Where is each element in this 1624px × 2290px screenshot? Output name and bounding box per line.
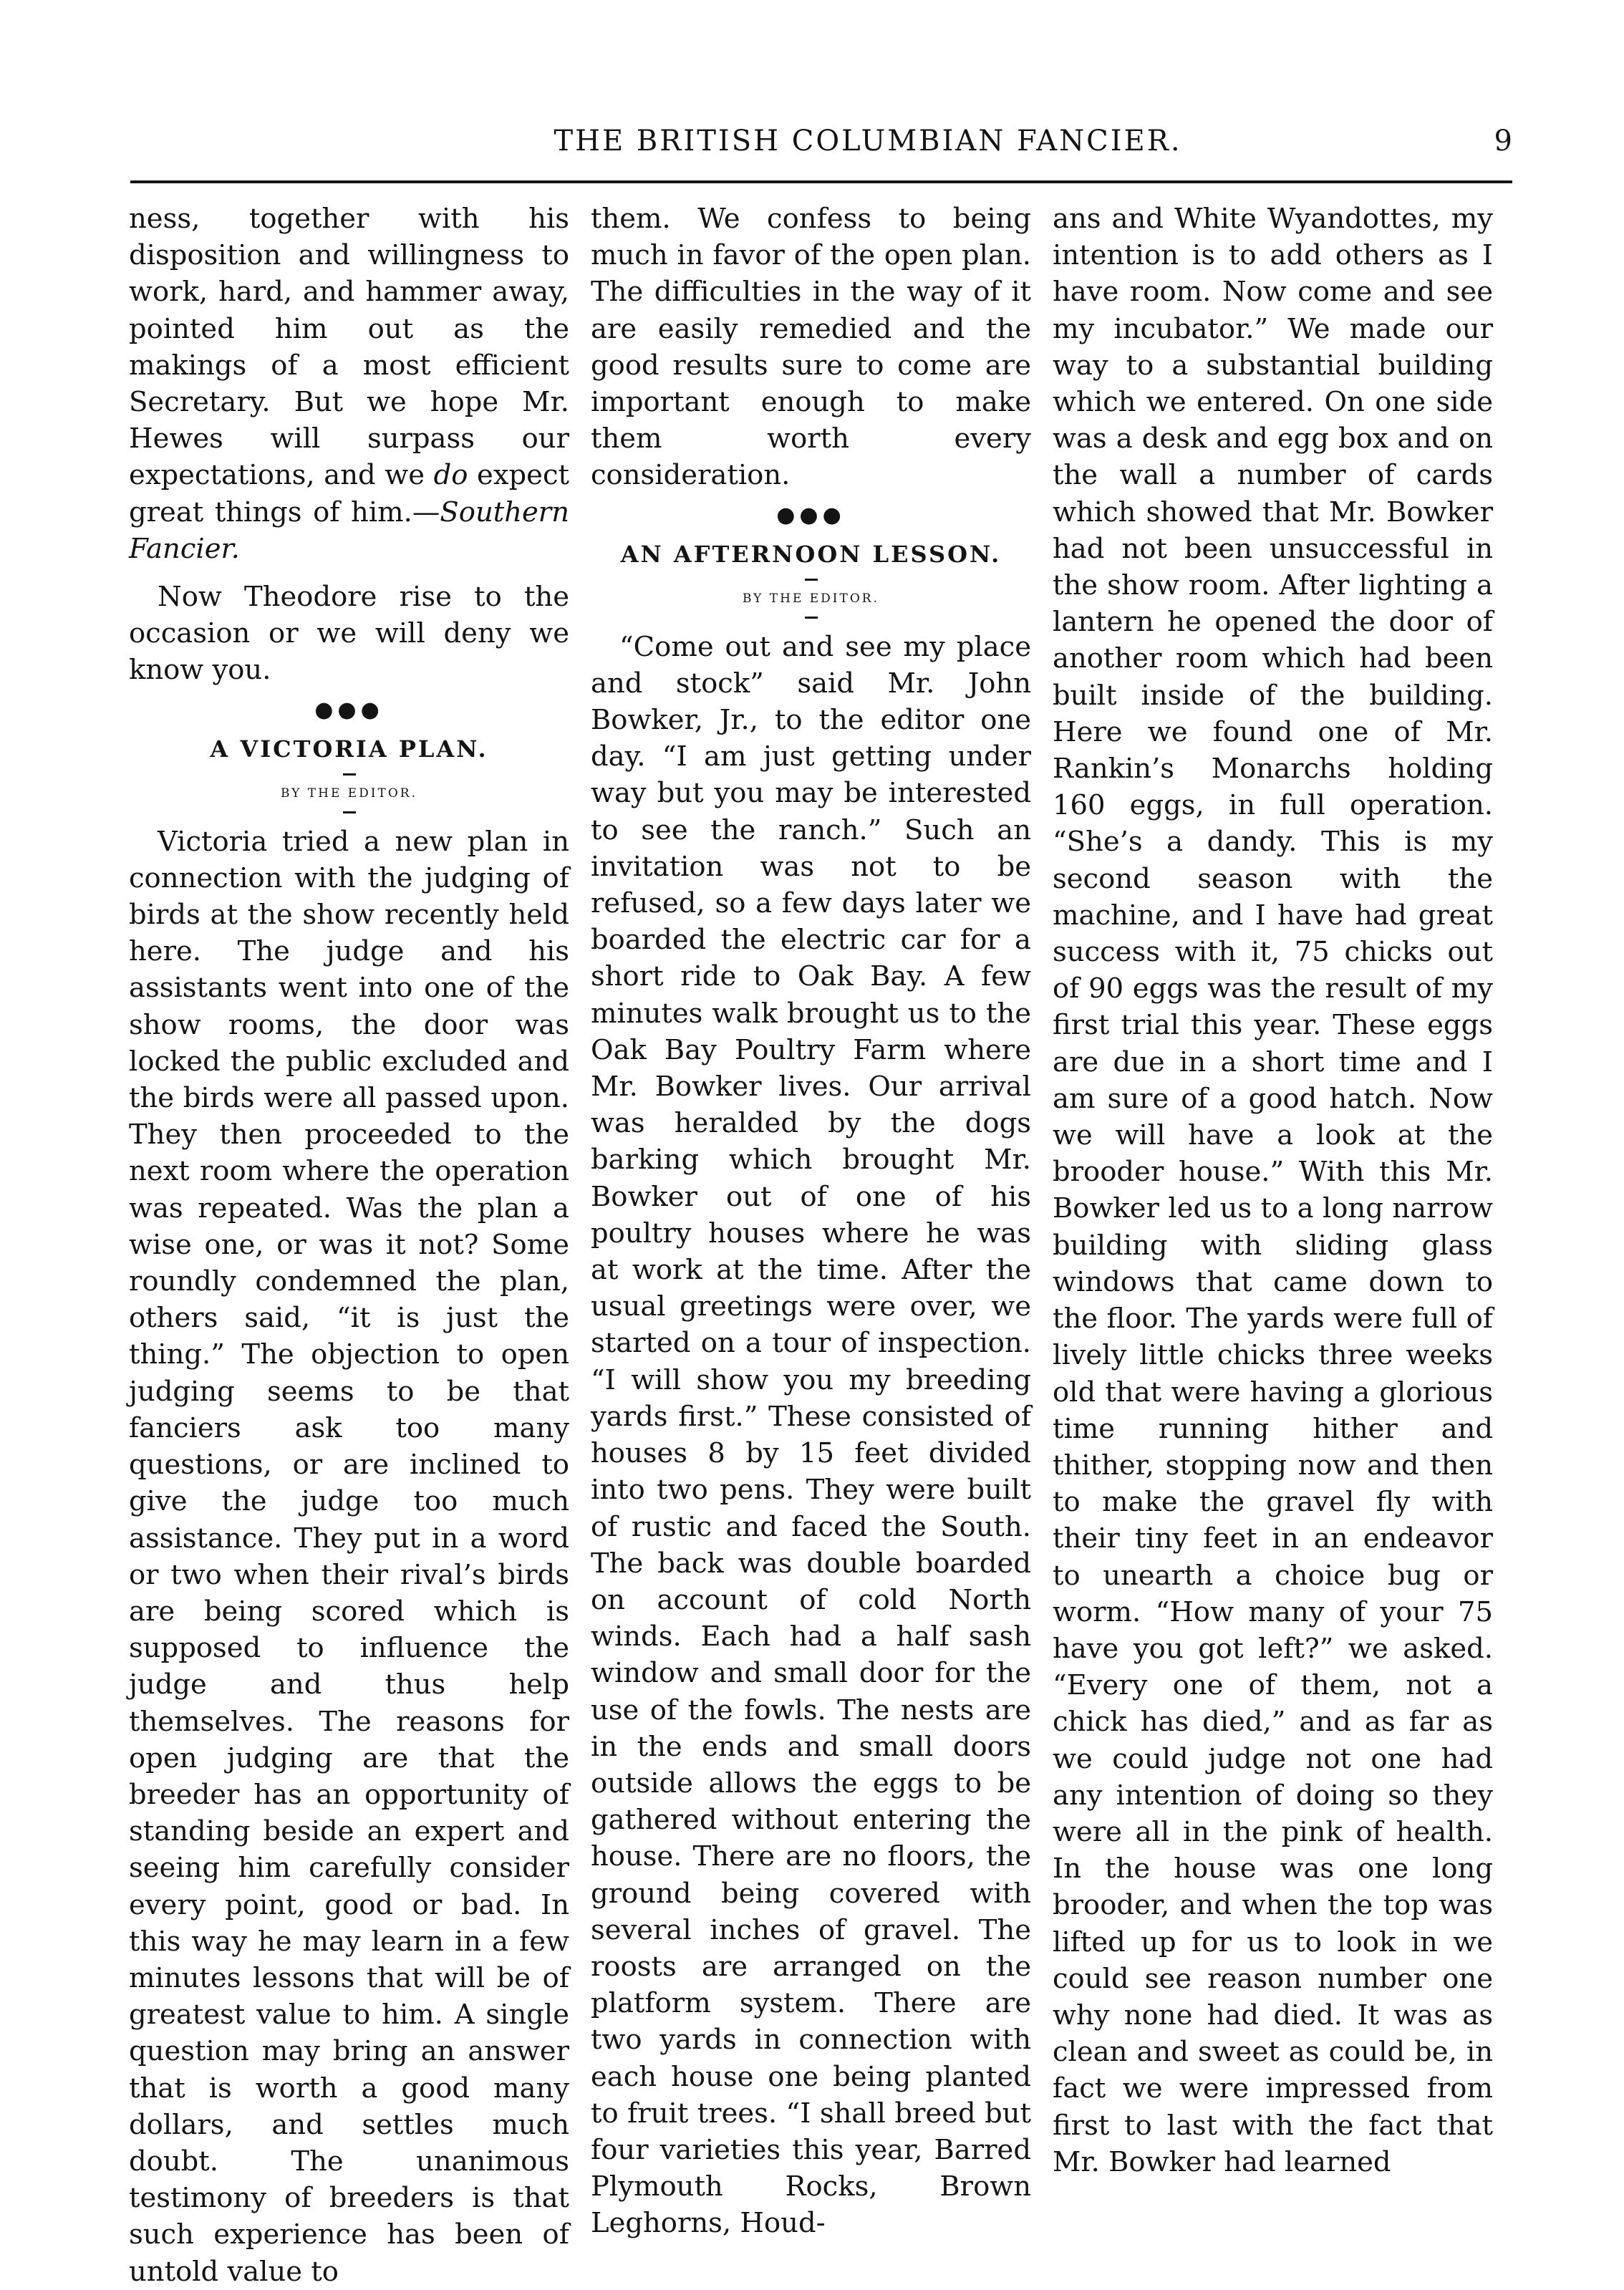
paragraph-continued [129, 201, 569, 567]
column-3 [1053, 201, 1493, 2180]
section-ornament: ●●● [776, 502, 846, 528]
paragraph-text: expect great things of him.— [129, 459, 569, 528]
header-rule [130, 180, 1512, 183]
page-header [130, 113, 1512, 169]
running-title: THE BRITISH COLUMBIAN FANCIER. [554, 125, 1182, 158]
paragraph: “Come out and see my place and stock” said Mr. John Bowker, Jr., to the editor one day. “I am just getting under way but you may be interested to see the ranch.” Such an invitation was not to be refused, so a few days later we boarded the electric car for a short ride to Oak Bay. A few minutes walk brought us to the Oak Bay Poultry Farm where Mr. Bowker lives. Our arrival was heralded by the dogs barking which brought Mr. Bowker out of one of his poultry houses where he was at work at the time. After the usual greetings were over, we started on a tour of inspection. “I will show you my breeding yards first.” These consisted of houses 8 by 15 feet divided into two pens. They were built of rustic and faced the South. The back was double boarded on account of cold North winds. Each had a half sash window and small door for the use of the fowls. The nests are in the ends and small doors outside allows the eggs to be gathered without entering the house. There are no floors, the ground being covered with several inches of gravel. The roosts are arranged on the platform system. There are two yards in connection with each house one being planted to fruit trees. “I shall breed but four varieties this year, Barred Plymouth Rocks, Brown Leghorns, Houd- [591, 630, 1031, 2240]
column-2 [591, 201, 1031, 2242]
emphasis-text: do [433, 459, 468, 492]
paragraph: Now Theodore rise to the occasion or we will deny we know you. [129, 581, 569, 687]
paragraph: Victoria tried a new plan in connection with the judging of birds at the show recently held here. The judge and his assistants went into one of the show rooms, the door was locked the public excluded and the birds were all passed upon. They then proceeded to the next room where the operation was repeated. Was the plan a wise one, or was it not? Some roundly condemned the plan, others said, “it is just the thing.” The objection to open judging seems to be that fanciers ask too many questions, or are inclined to give the judge too much assistance. They put in a word or two when their rival’s birds are being scored which is supposed to influence the judge and thus help themselves. The reasons for open judging are that the breeder has an opportunity of standing beside an expert and seeing him carefully consider every point, good or bad. In this way he may learn in a few minutes lessons that will be of greatest value to him. A single question may bring an answer that is worth a good many dollars, and settles much doubt. The unanimous testimony of breeders is that such experience has been of untold value to [129, 825, 569, 2288]
column-1 [129, 201, 569, 2290]
section-ornament: ●●● [314, 697, 384, 723]
paragraph-text: ness, together with his disposition and willingness to work, hard, and hammer away, pointed him out as the makings of a most efficient Secretary. But we hope Mr. Hewes will surpass our expectations, and we [129, 203, 569, 492]
byline: BY THE EDITOR. [742, 591, 880, 606]
byline-dash [805, 617, 818, 619]
byline-dash [343, 811, 356, 813]
paragraph-continued: them. We confess to being much in favor of the open plan. The difficulties in the way of it are easily remedied and the good results sure to come are important enough to make them worth every consideration. [591, 203, 1031, 492]
title-dash [805, 579, 818, 581]
source-credit: Southern Fancier. [129, 496, 569, 565]
title-dash [343, 773, 356, 776]
section-title: AN AFTERNOON LESSON. [620, 540, 1002, 568]
section-title: A VICTORIA PLAN. [210, 735, 488, 763]
paragraph-continued: ans and White Wyandottes, my intention is to add others as I have room. Now come and see my incubator.” We made our way to a substantial building which we entered. On one side was a desk and egg box and on the wall a number of cards which showed that Mr. Bowker had not been unsuccessful in the show room. After lighting a lantern he opened the door of another room which had been built inside of the building. Here we found one of Mr. Rankin’s Monarchs holding 160 eggs, in full operation. “She’s a dandy. This is my second season with the machine, and I have had great success with it, 75 chicks out of 90 eggs was the result of my first trial this year. These eggs are due in a short time and I am sure of a good hatch. Now we will have a look at the brooder house.” With this Mr. Bowker led us to a long narrow building with sliding glass windows that came down to the floor. The yards were full of lively little chicks three weeks old that were having a glorious time running hither and thither, stopping now and then to make the gravel fly with their tiny feet in an endeavor to unearth a choice bug or worm. “How many of your 75 have you got left?” we asked. “Every one of them, not a chick has died,” and as far as we could judge not one had any intention of doing so they were all in the pink of health. In the house was one long brooder, and when the top was lifted up for us to look in we could see reason number one why none had died. It was as clean and sweet as could be, in fact we were impressed from first to last with the fact that Mr. Bowker had learned [1053, 203, 1493, 2178]
byline: BY THE EDITOR. [280, 786, 418, 801]
page-number: 9 [1494, 125, 1512, 158]
